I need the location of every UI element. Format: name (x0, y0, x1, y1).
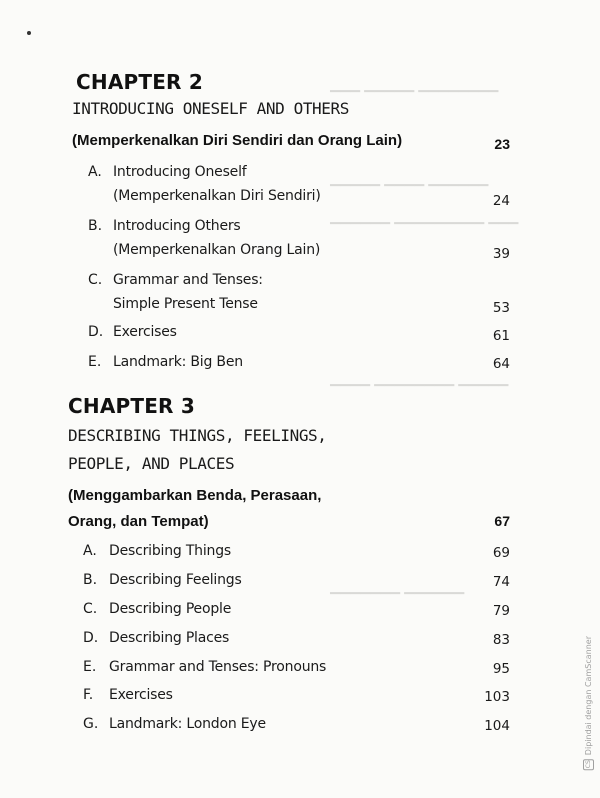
chapter-subtitle-line: (Memperkenalkan Diri Sendiri dan Orang Lain) (72, 132, 403, 149)
chapter-heading: CHAPTER 3 (68, 394, 195, 418)
toc-entry (0, 162, 600, 209)
entry-label-line: Describing People (109, 601, 232, 617)
chapter-subtitle-line: (Menggambarkan Benda, Perasaan, (68, 487, 322, 504)
toc-entry (0, 270, 600, 316)
entry-page-number: 103 (484, 689, 510, 705)
entry-label-line: Describing Feelings (109, 572, 242, 588)
toc-entry (0, 659, 600, 683)
toc-entry (0, 716, 600, 740)
entry-page-number: 69 (492, 545, 510, 561)
entry-label-line: Grammar and Tenses: Pronouns (109, 659, 327, 675)
entry-label-line: Simple Present Tense (113, 296, 258, 312)
entry-label-line: (Memperkenalkan Diri Sendiri) (113, 188, 321, 204)
scanner-watermark (583, 636, 594, 770)
entry-label-line: Exercises (109, 687, 173, 703)
entry-letter: B. (88, 218, 103, 234)
entry-letter: E. (83, 659, 97, 675)
entry-letter: C. (83, 601, 98, 617)
toc-entry (0, 601, 600, 625)
entry-letter: F. (83, 687, 94, 703)
toc-entry (0, 324, 600, 348)
bleed-through-text: ▁▁▁ ▁▁▁▁▁ ▁▁▁▁▁▁▁▁ (330, 78, 499, 93)
chapter-subtitle-line: Orang, dan Tempat) (68, 513, 209, 530)
entry-label-line: Landmark: Big Ben (113, 354, 243, 370)
entry-page-number: 74 (492, 574, 510, 590)
entry-label-line: Introducing Others (113, 218, 241, 234)
entry-page-number: 53 (492, 300, 510, 316)
entry-label-line: Describing Things (109, 543, 231, 559)
entry-letter: A. (83, 543, 97, 559)
entry-label-line: Exercises (113, 324, 177, 340)
camscanner-logo-icon: CS (585, 760, 592, 769)
entry-page-number: 39 (492, 246, 510, 262)
entry-label-line: Landmark: London Eye (109, 716, 266, 732)
entry-letter: A. (88, 164, 102, 180)
entry-label-line: Introducing Oneself (113, 164, 247, 180)
watermark-text: Dipindai dengan CamScanner (584, 635, 593, 755)
entry-label-line: Describing Places (109, 630, 230, 646)
bleed-through-text: ▁▁▁▁▁▁ ▁▁▁▁▁▁▁▁▁ ▁▁▁ (330, 210, 519, 225)
entry-letter: D. (83, 630, 99, 646)
toc-entry (0, 543, 600, 567)
chapter-title-line: PEOPLE, AND PLACES (68, 454, 235, 473)
toc-entry (0, 354, 600, 378)
bleed-through-text: ▁▁▁▁ ▁▁▁▁▁▁▁▁ ▁▁▁▁▁ (330, 372, 509, 387)
toc-entry (0, 572, 600, 596)
chapter-heading: CHAPTER 2 (76, 70, 203, 94)
entry-letter: G. (83, 716, 99, 732)
entry-page-number: 24 (492, 193, 510, 209)
entry-page-number: 61 (492, 328, 510, 344)
entry-page-number: 64 (492, 356, 510, 372)
entry-letter: B. (83, 572, 98, 588)
toc-entry (0, 687, 600, 711)
entry-letter: C. (88, 272, 103, 288)
entry-page-number: 95 (492, 661, 510, 677)
entry-label-line: (Memperkenalkan Orang Lain) (113, 242, 321, 258)
entry-letter: D. (88, 324, 104, 340)
entry-page-number: 79 (492, 603, 510, 619)
entry-page-number: 104 (484, 718, 510, 734)
bleed-through-text: ▁▁▁▁▁ ▁▁▁▁ ▁▁▁▁▁▁ (330, 172, 489, 187)
entry-page-number: 83 (492, 632, 510, 648)
chapter-page-number: 67 (494, 513, 510, 529)
toc-entry (0, 630, 600, 654)
entry-label-line: Grammar and Tenses: (113, 272, 263, 288)
chapter-title-line: DESCRIBING THINGS, FEELINGS, (68, 426, 327, 445)
chapter-page-number: 23 (494, 136, 510, 152)
chapter-title-line: INTRODUCING ONESELF AND OTHERS (72, 99, 349, 118)
bleed-through-text: ▁▁▁▁▁▁▁ ▁▁▁▁▁▁ (330, 580, 465, 595)
entry-letter: E. (88, 354, 102, 370)
scan-speck (27, 31, 31, 35)
toc-entry (0, 216, 600, 262)
